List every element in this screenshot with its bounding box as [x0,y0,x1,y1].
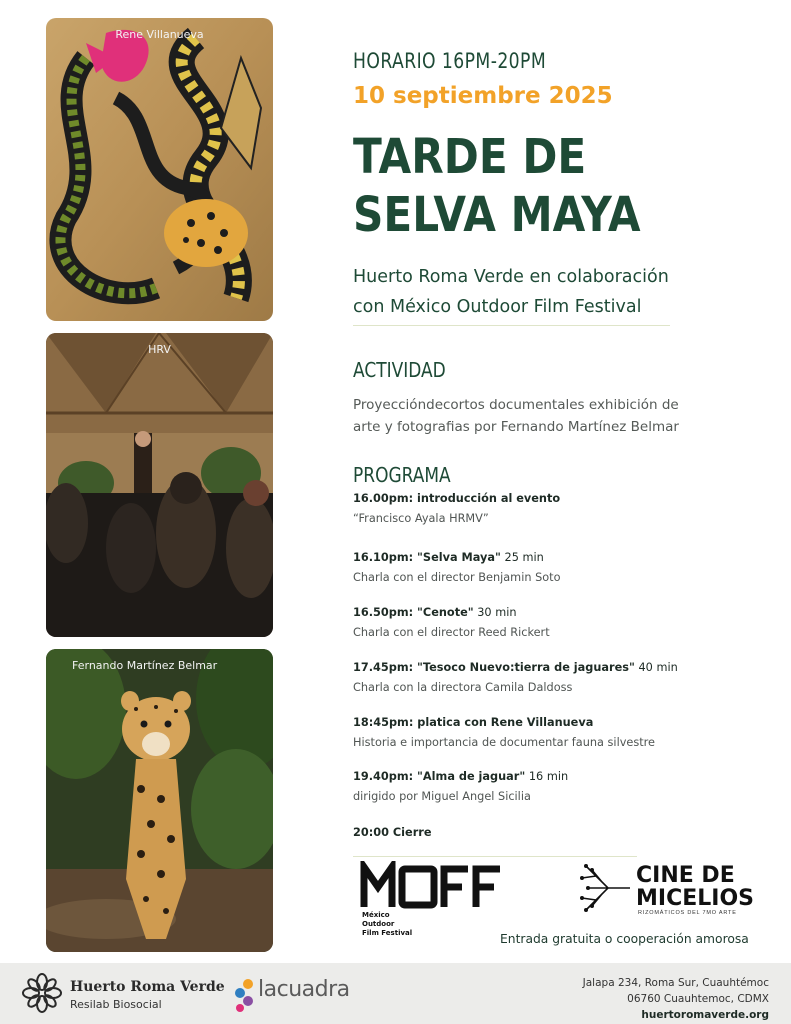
program-time: 19.40pm: [353,770,418,783]
program-detail: “Francisco Ayala HRMV” [353,512,489,525]
collaboration-text [353,262,753,322]
program-detail: dirigido por Miguel Angel Sicilia [353,790,531,803]
program-item [353,548,773,588]
program-detail: Charla con el director Reed Rickert [353,626,550,639]
program-item [353,713,773,753]
program-duration: 25 min [500,551,544,564]
moff-subtitle-line: Film Festival [362,929,413,937]
divider [353,856,637,857]
footer [0,963,791,1024]
collaboration-line: Huerto Roma Verde en colaboración [353,267,669,287]
address-line: Jalapa 234, Roma Sur, Cuauhtémoc [582,977,769,989]
divider [353,325,670,326]
moff-subtitle [362,911,412,938]
audience-photo [46,333,273,637]
event-title-line: TARDE DE [353,129,587,185]
program-time: 16.50pm: [353,606,418,619]
program-duration: 40 min [634,661,678,674]
event-date: 10 septiembre 2025 [353,83,613,109]
website-link[interactable]: huertoromaverde.org [641,1009,769,1021]
jaguar-photo [46,649,273,952]
moff-subtitle-line: México [362,911,390,919]
program-film: "Alma de jaguar" [417,770,526,783]
program-time: 16.10pm: [353,551,418,564]
actividad-heading: ACTIVIDAD [353,358,446,382]
moff-subtitle-line: Outdoor [362,920,395,928]
actividad-line: arte y fotografias por Fernando Martínez Belmar [353,419,679,435]
cine-de-micelios-name [636,864,754,910]
photo-credit: Fernando Martínez Belmar [72,659,218,672]
huerto-roma-verde-icon [22,973,62,1013]
program-film: "Cenote" [417,606,474,619]
event-title [353,128,705,244]
program-item [353,767,773,807]
program-detail: Charla con el director Benjamin Soto [353,571,561,584]
collaboration-line: con México Outdoor Film Festival [353,297,642,317]
mycelium-icon [578,860,634,916]
program-time: 18:45pm: platica con Rene Villanueva [353,716,594,729]
footer-org-subtitle: Resilab Biosocial [70,998,162,1011]
program-closing: 20:00 Cierre [353,826,432,839]
footer-address [583,975,769,1023]
cine-de-micelios-logo [578,860,778,920]
cine-name-line: MICELIOS [636,886,755,911]
moff-logo [360,861,510,939]
program-film: "Tesoco Nuevo:tierra de jaguares" [417,661,635,674]
event-schedule: HORARIO 16PM-20PM [353,49,547,73]
photo-credit: HRV [148,343,171,356]
programa-heading: PROGRAMA [353,463,451,487]
program-item [353,489,773,529]
program-item [353,603,773,643]
cine-de-micelios-tagline: RIZOMÁTICOS DEL 7MO ARTE [638,910,737,916]
footer-org-name: Huerto Roma Verde [70,979,225,995]
program-duration: 30 min [473,606,517,619]
mural-photo [46,18,273,321]
program-item [353,658,773,698]
program-film: "Selva Maya" [417,551,501,564]
lacuadra-icon [232,977,258,1013]
event-title-line: SELVA MAYA [353,187,641,243]
cine-name-line: CINE DE [636,863,735,888]
address-line: 06760 Cuauhtemoc, CDMX [627,993,769,1005]
program-time: 17.45pm: [353,661,418,674]
actividad-line: Proyeccióndecortos documentales exhibición de [353,397,679,413]
program-detail: Charla con la directora Camila Daldoss [353,681,573,694]
photo-credit: Rene Villanueva [115,28,204,41]
actividad-description [353,394,698,438]
entrance-note: Entrada gratuita o cooperación amorosa [500,932,749,946]
program-detail: Historia e importancia de documentar fauna silvestre [353,736,656,749]
program-duration: 16 min [525,770,569,783]
lacuadra-logo-text: lacuadra [258,977,350,1002]
program-time: 16.00pm: introducción al evento [353,492,561,505]
